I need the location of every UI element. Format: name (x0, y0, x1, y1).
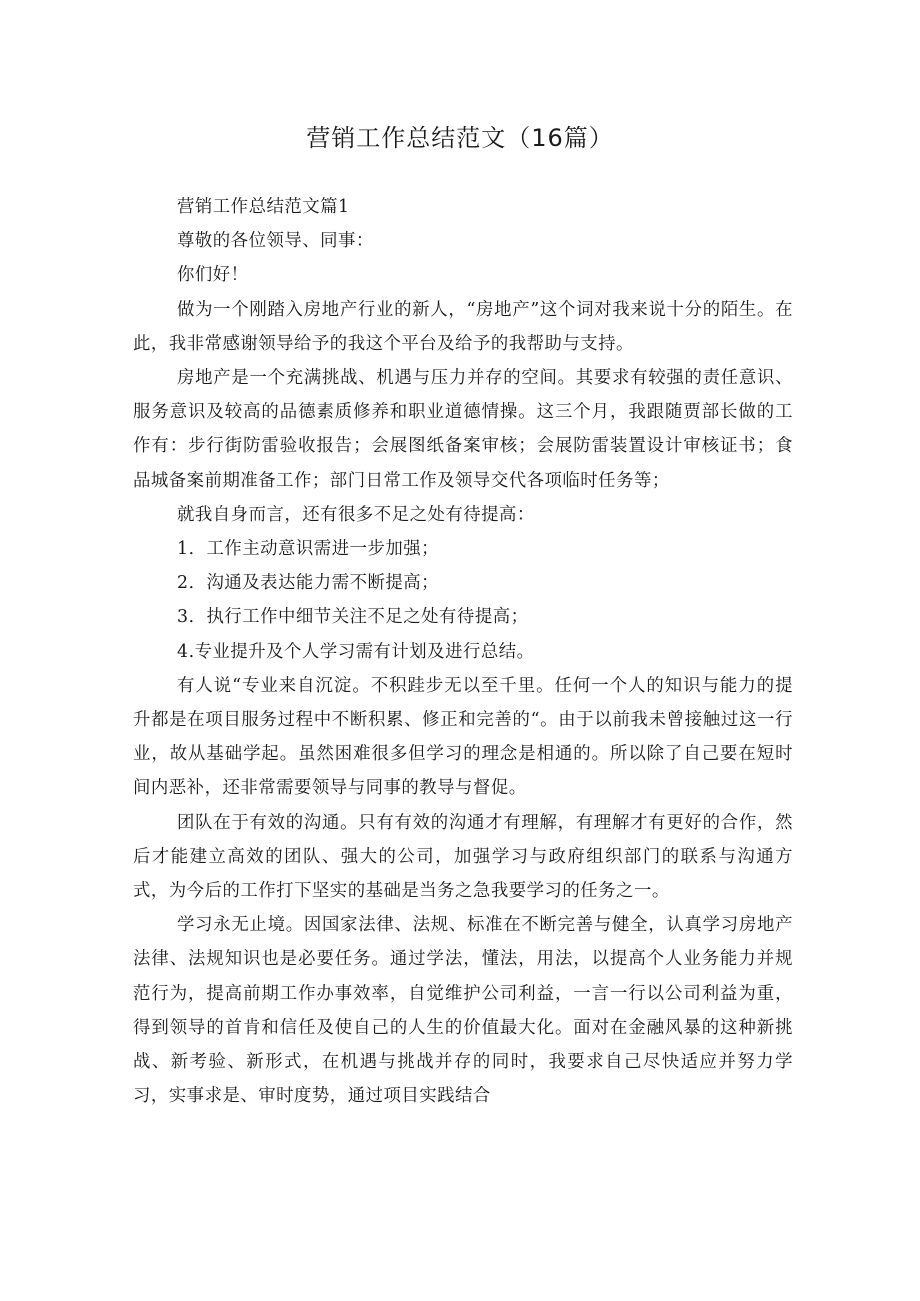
list-item: 2．沟通及表达能力需不断提高； (177, 573, 440, 594)
body-paragraph: 有人说“专业来自沉淀。不积跬步无以至千里。任何一个人的知识与能力的提升都是在项目服务过程中不断积累、修正和完善的“。由于以前我未曾接触过这一行业，故从基础学起。虽然困难很多但学习的理念是相通的。所以除了自己要在短时间内恶补，还非常需要领导与同事的教导与督促。 (133, 675, 793, 799)
body-paragraph: 做为一个刚踏入房地产行业的新人，“房地产”这个词对我来说十分的陌生。在此，我非常感谢领导给予的我这个平台及给予的我帮助与支持。 (133, 299, 793, 354)
list-item: 4.专业提升及个人学习需有计划及进行总结。 (177, 641, 535, 662)
body-paragraph: 团队在于有效的沟通。只有有效的沟通才有理解，有理解才有更好的合作，然后才能建立高效的团队、强大的公司，加强学习与政府组织部门的联系与沟通方式，为今后的工作打下坚实的基础是当务之急我要学习的任务之一。 (133, 812, 793, 902)
document-body (133, 190, 793, 1113)
section-heading: 营销工作总结范文篇1 (177, 197, 350, 217)
body-paragraph: 学习永无止境。因国家法律、法规、标准在不断完善与健全，认真学习房地产法律、法规知识也是必要任务。通过学法，懂法，用法，以提高个人业务能力并规范行为，提高前期工作办事效率，自觉维护公司利益，一言一行以公司利益为重，得到领导的首肯和信任及使自己的人生的价值最大化。面对在金融风暴的这种新挑战、新考验、新形式，在机遇与挑战并存的同时，我要求自己尽快适应并努力学习，实事求是、审时度势，通过项目实践结合 (133, 915, 793, 1107)
document-title: 营销工作总结范文（16篇） (306, 124, 614, 152)
greeting: 你们好！ (177, 265, 249, 286)
body-paragraph: 房地产是一个充满挑战、机遇与压力并存的空间。其要求有较强的责任意识、服务意识及较高的品德素质修养和职业道德情操。这三个月，我跟随贾部长做的工作有：步行街防雷验收报告；会展图纸备案审核；会展防雷装置设计审核证书；食品城备案前期准备工作；部门日常工作及领导交代各项临时任务等； (133, 368, 793, 491)
salutation: 尊敬的各位领导、同事： (177, 231, 374, 252)
body-paragraph: 就我自身而言，还有很多不足之处有待提高： (177, 504, 535, 525)
list-item: 1．工作主动意识需进一步加强； (177, 539, 440, 560)
list-item: 3．执行工作中细节关注不足之处有待提高； (177, 607, 529, 628)
